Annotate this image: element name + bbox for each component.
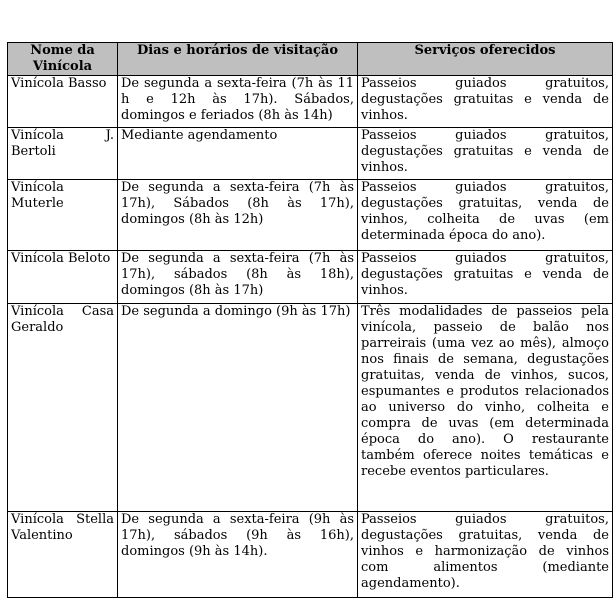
header-services: Serviços oferecidos xyxy=(358,43,613,76)
services-cell: Três modalidades de passeios pela vinícola, passeio de balão nos parreirais (uma vez ao mês), almoço nos finais de semana, degustações gratuitas, venda de vinhos, sucos, espumantes e produtos relacionados ao universo do vinho, colheita e compra de uvas (em determinada época do ano). O restaurante também oferece noites temáticas e recebe eventos particulares. xyxy=(358,304,613,512)
table-row xyxy=(8,180,613,251)
services-cell: Passeios guiados gratuitos, degustações gratuitas e venda de vinhos. xyxy=(358,128,613,180)
winery-name-cell: Vinícola Stella Valentino xyxy=(8,512,118,598)
visiting-hours-cell: De segunda a sexta-feira (9h às 17h), sábados (9h às 16h), domingos (9h às 14h). xyxy=(118,512,358,598)
visiting-hours-cell: De segunda a sexta-feira (7h às 17h), sábados (8h às 18h), domingos (8h às 17h) xyxy=(118,251,358,304)
header-winery-name: Nome da Vinícola xyxy=(8,43,118,76)
services-cell: Passeios guiados gratuitos, degustações gratuitas e venda de vinhos. xyxy=(358,76,613,128)
table-header xyxy=(8,43,613,76)
header-row xyxy=(8,43,613,76)
table-row xyxy=(8,251,613,304)
visiting-hours-cell: De segunda a domingo (9h às 17h) xyxy=(118,304,358,512)
table-row xyxy=(8,76,613,128)
services-cell: Passeios guiados gratuitos, degustações gratuitas, venda de vinhos, colheita de uvas (em determinada época do ano). xyxy=(358,180,613,251)
winery-name-cell: Vinícola Muterle xyxy=(8,180,118,251)
services-cell: Passeios guiados gratuitos, degustações gratuitas, venda de vinhos e harmonização de vinhos com alimentos (mediante agendamento). xyxy=(358,512,613,598)
winery-table xyxy=(7,42,613,598)
winery-name-cell: Vinícola Casa Geraldo xyxy=(8,304,118,512)
table-body xyxy=(8,76,613,598)
winery-name-cell: Vinícola J. Bertoli xyxy=(8,128,118,180)
header-visiting-hours: Dias e horários de visitação xyxy=(118,43,358,76)
table-row xyxy=(8,128,613,180)
visiting-hours-cell: De segunda a sexta-feira (7h às 17h), Sábados (8h às 17h), domingos (8h às 12h) xyxy=(118,180,358,251)
services-cell: Passeios guiados gratuitos, degustações gratuitas e venda de vinhos. xyxy=(358,251,613,304)
visiting-hours-cell: Mediante agendamento xyxy=(118,128,358,180)
visiting-hours-cell: De segunda a sexta-feira (7h às 11 h e 12h às 17h). Sábados, domingos e feriados (8h às 14h) xyxy=(118,76,358,128)
table-row xyxy=(8,304,613,512)
winery-name-cell: Vinícola Basso xyxy=(8,76,118,128)
table-row xyxy=(8,512,613,598)
winery-name-cell: Vinícola Beloto xyxy=(8,251,118,304)
